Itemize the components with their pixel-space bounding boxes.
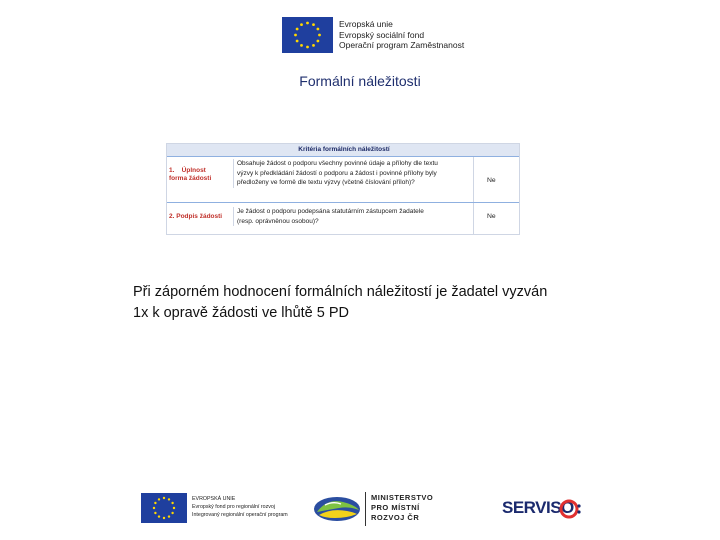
eu-logo-line: Evropský fond pro regionální rozvoj [192,504,276,510]
body-text-line: Při záporném hodnocení formálních náležitostí je žadatel vyzván [133,284,548,300]
page-title: Formální náležitosti [299,73,421,89]
criterion-question [233,207,473,226]
eu-flag-icon [141,493,187,523]
criteria-table [166,143,520,235]
ministry-line: ROZVOJ ČR [371,513,420,522]
eu-logo-line: Integrovaný regionální operační program [192,512,288,518]
serviso-logo-text: SERVISO [502,498,574,517]
ministry-line: PRO MÍSTNÍ [371,503,420,512]
eu-logo-line: Evropský sociální fond [339,29,425,40]
table-row [167,202,520,235]
question-line: výzvy k předkládání žádostí o podporu a žádost i povinné přílohy byly [237,169,437,177]
criterion-name-line: forma žádosti [169,175,212,182]
eu-logo-line: EVROPSKÁ UNIE [192,496,236,502]
eu-erdf-logo [141,493,303,523]
criterion-question [233,159,473,188]
eu-logo-line: Evropská unie [339,19,393,29]
criterion-answer: Ne [487,213,496,220]
question-line: předloženy ve formě dle textu výzvy (včetně číslování příloh)? [237,179,415,186]
eu-logo-line: Operační program Zaměstnanost [339,40,465,50]
body-text [133,282,633,324]
criterion-name-line: Podpis žádosti [176,213,223,220]
criterion-answer: Ne [487,177,496,184]
question-line: Obsahuje žádost o podporu všechny povinné údaje a přílohy dle textu [237,160,438,167]
criterion-number: 2. [169,213,175,220]
eu-esf-logo [282,17,472,53]
body-text-line: 1x k opravě žádosti ve lhůtě 5 PD [133,305,350,321]
serviso-ring-icon [558,498,582,520]
ministry-line: MINISTERSTVO [371,493,434,502]
criterion-name [169,213,229,221]
czech-republic-emblem-icon [313,496,361,522]
question-line: Je žádost o podporu podepsána statutárním zástupcem žadatele [237,208,424,215]
criterion-name-line: Úplnost [181,167,206,174]
criteria-table-header: Kritéria formálních náležitostí [167,144,520,156]
question-line: (resp. oprávněnou osobou)? [237,217,319,225]
table-row [167,156,520,203]
criterion-name [169,167,229,183]
ministry-logo [313,490,445,528]
criterion-number: 1. [169,167,175,174]
serviso-logo [502,496,584,524]
eu-flag-icon [282,17,333,53]
